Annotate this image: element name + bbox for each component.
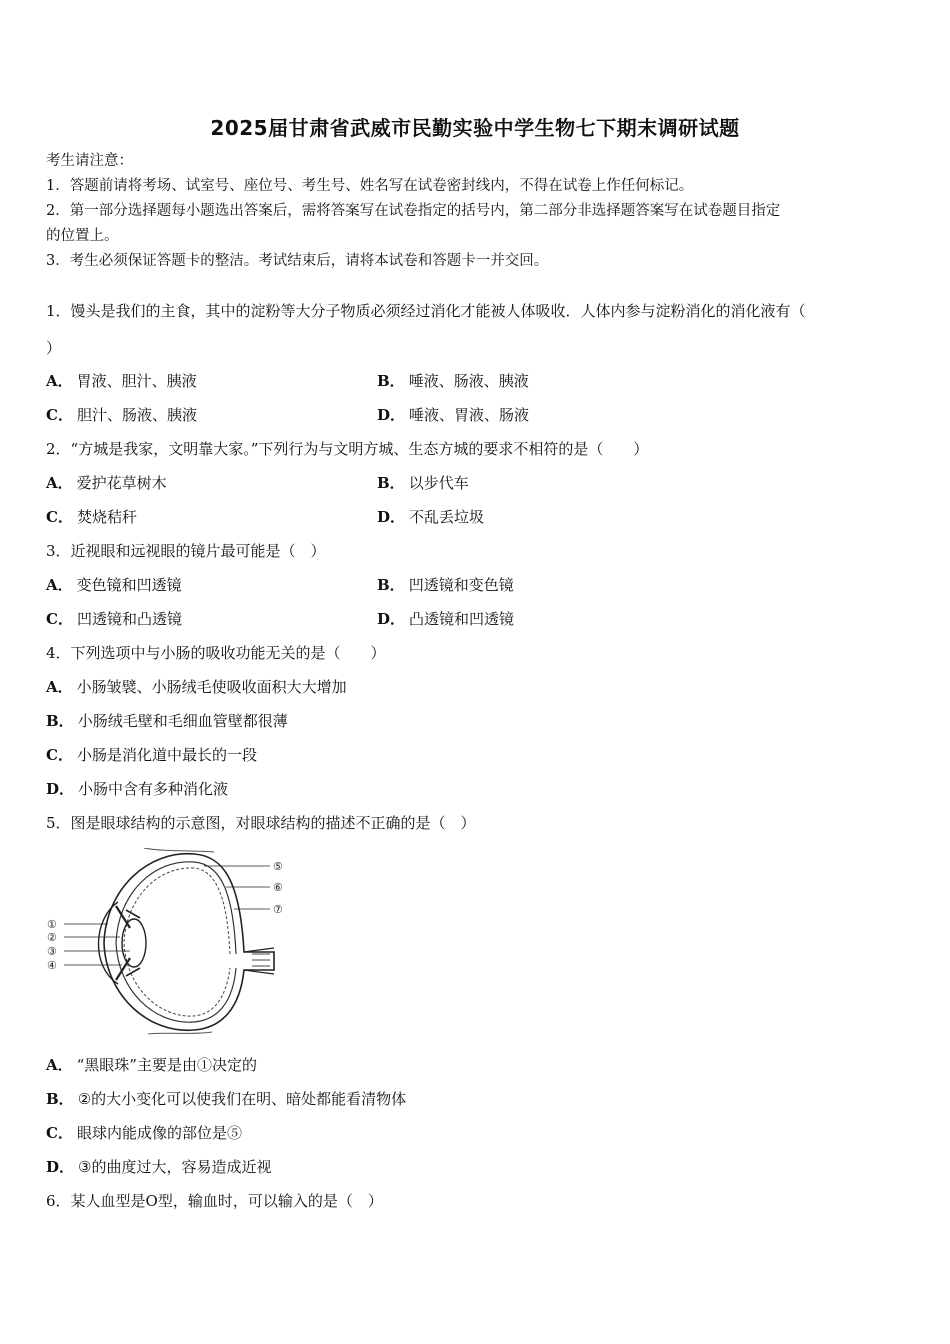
question-5-stem: 5．图是眼球结构的示意图，对眼球结构的描述不正确的是（ ）	[46, 814, 476, 832]
question-4-option-d[interactable]	[46, 779, 228, 799]
option-letter: D．	[377, 610, 406, 628]
option-text: 胃液、胆汁、胰液	[76, 372, 197, 390]
question-3-option-d[interactable]	[377, 609, 514, 629]
option-letter: A．	[46, 1056, 73, 1074]
label-4: ④	[47, 959, 57, 972]
option-text: 胆汁、肠液、胰液	[76, 406, 197, 424]
option-text: 唾液、胃液、肠液	[409, 406, 530, 424]
notice-item-2-cont: 的位置上。	[46, 228, 119, 244]
notice-item-2: 2．第一部分选择题每小题选出答案后，需将答案写在试卷指定的括号内，第二部分非选择题答案写在试卷题目指定	[46, 203, 781, 219]
option-letter: C．	[46, 1124, 73, 1142]
option-letter: D．	[377, 508, 406, 526]
option-text: 小肠皱襞、小肠绒毛使吸收面积大大增加	[76, 678, 347, 696]
question-5-option-d[interactable]	[46, 1157, 271, 1177]
option-text: ③的曲度过大，容易造成近视	[78, 1158, 272, 1176]
question-2-option-d[interactable]	[377, 507, 484, 527]
question-1-option-d[interactable]	[377, 405, 529, 425]
question-1-stem-cont: ）	[46, 339, 62, 357]
question-4-option-a[interactable]	[46, 677, 347, 697]
option-text: ②的大小变化可以使我们在明、暗处都能看清物体	[77, 1090, 407, 1108]
option-text: 小肠中含有多种消化液	[78, 780, 229, 798]
option-text: 焚烧秸秆	[76, 508, 137, 526]
page-title: 2025届甘肃省武威市民勤实验中学生物七下期末调研试题	[210, 116, 740, 140]
option-text: 眼球内能成像的部位是⑤	[76, 1124, 242, 1142]
option-letter: B．	[46, 1090, 74, 1108]
question-1-option-c[interactable]	[46, 405, 197, 425]
option-text: 小肠绒毛壁和毛细血管壁都很薄	[77, 712, 288, 730]
option-letter: D．	[46, 1158, 75, 1176]
notice-item-3: 3．考生必须保证答题卡的整洁。考试结束后，请将本试卷和答题卡一并交回。	[46, 253, 549, 269]
label-3: ③	[47, 945, 57, 958]
question-1-option-b[interactable]	[377, 371, 529, 391]
notice-item-1: 1．答题前请将考场、试室号、座位号、考生号、姓名写在试卷密封线内，不得在试卷上作任何标记。	[46, 178, 694, 194]
label-7: ⑦	[273, 903, 283, 916]
question-3-option-a[interactable]	[46, 575, 182, 595]
question-1-stem: 1．馒头是我们的主食，其中的淀粉等大分子物质必须经过消化才能被人体吸收．人体内参与淀粉消化的消化液有（	[46, 302, 806, 320]
option-text: 变色镜和凹透镜	[76, 576, 182, 594]
option-letter: A．	[46, 474, 73, 492]
label-1: ①	[47, 918, 57, 931]
option-text: “黑眼珠”主要是由①决定的	[76, 1056, 257, 1074]
option-letter: B．	[377, 576, 405, 594]
question-3-option-b[interactable]	[377, 575, 514, 595]
question-4-option-c[interactable]	[46, 745, 257, 765]
question-2-stem: 2．“方城是我家，文明靠大家。”下列行为与文明方城、生态方城的要求不相符的是（ ）	[46, 440, 649, 458]
option-letter: D．	[377, 406, 406, 424]
option-text: 凹透镜和变色镜	[408, 576, 514, 594]
question-5-option-a[interactable]	[46, 1055, 257, 1075]
option-text: 不乱丢垃圾	[409, 508, 485, 526]
option-letter: A．	[46, 372, 73, 390]
question-1-option-a[interactable]	[46, 371, 197, 391]
question-3-stem: 3．近视眼和远视眼的镜片最可能是（ ）	[46, 542, 326, 560]
question-3-option-c[interactable]	[46, 609, 182, 629]
question-2-option-b[interactable]	[377, 473, 469, 493]
label-5: ⑤	[273, 860, 283, 873]
option-letter: B．	[377, 474, 405, 492]
question-2-option-a[interactable]	[46, 473, 167, 493]
option-letter: A．	[46, 576, 73, 594]
option-text: 爱护花草树木	[76, 474, 167, 492]
option-text: 凹透镜和凸透镜	[76, 610, 182, 628]
option-letter: C．	[46, 610, 73, 628]
option-letter: A．	[46, 678, 73, 696]
option-text: 小肠是消化道中最长的一段	[76, 746, 257, 764]
label-2: ②	[47, 931, 57, 944]
notice-heading: 考生请注意：	[46, 153, 133, 169]
question-5-option-b[interactable]	[46, 1089, 406, 1109]
option-text: 唾液、肠液、胰液	[408, 372, 529, 390]
option-letter: B．	[46, 712, 74, 730]
question-2-option-c[interactable]	[46, 507, 137, 527]
question-5-option-c[interactable]	[46, 1123, 242, 1143]
question-4-option-b[interactable]	[46, 711, 288, 731]
eyeball-diagram	[44, 848, 304, 1036]
question-4-stem: 4．下列选项中与小肠的吸收功能无关的是（ ）	[46, 644, 386, 662]
option-letter: C．	[46, 508, 73, 526]
option-letter: B．	[377, 372, 405, 390]
question-6-stem: 6．某人血型是O型，输血时，可以输入的是（ ）	[46, 1192, 383, 1210]
option-letter: D．	[46, 780, 75, 798]
option-letter: C．	[46, 746, 73, 764]
option-text: 以步代车	[408, 474, 469, 492]
option-text: 凸透镜和凹透镜	[409, 610, 515, 628]
label-6: ⑥	[273, 881, 283, 894]
option-letter: C．	[46, 406, 73, 424]
